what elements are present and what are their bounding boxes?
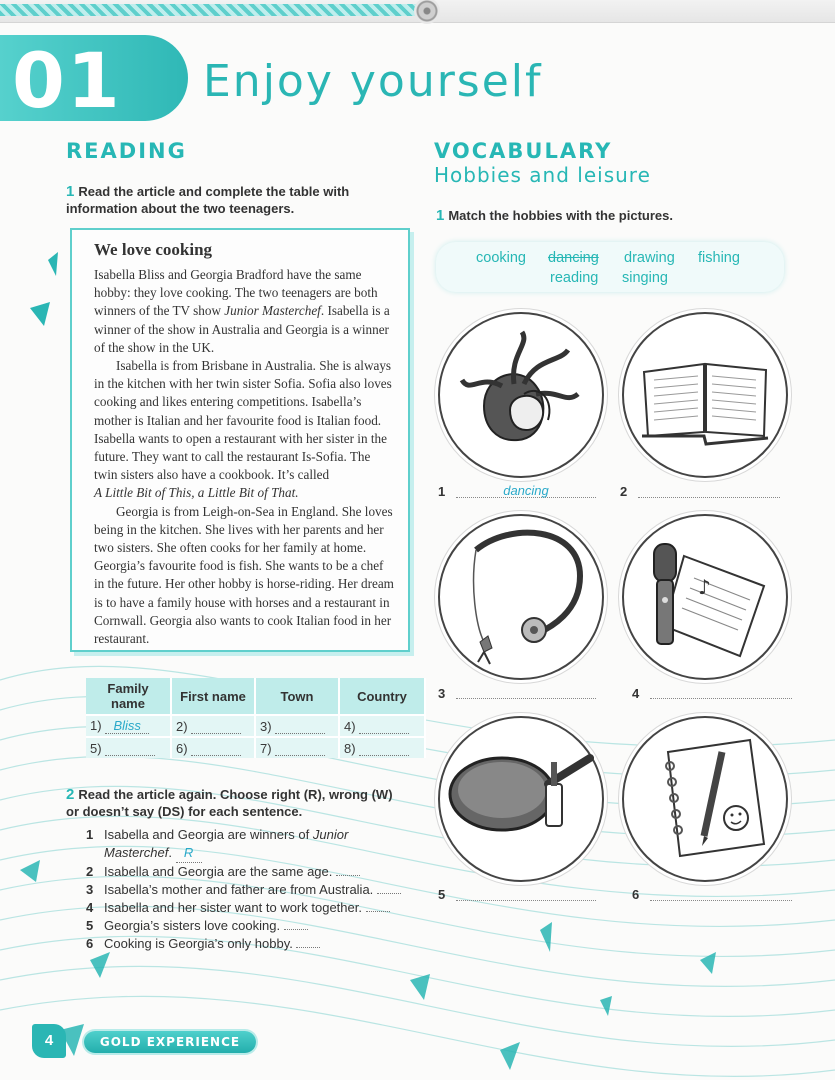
exercise-number: 2: [66, 786, 75, 803]
table-row: [86, 737, 425, 758]
picture-4: [622, 514, 788, 680]
word-drawing: drawing: [624, 250, 675, 266]
answer-line-2[interactable]: [638, 483, 780, 498]
fishing-rod-icon: [440, 516, 602, 678]
answer-line-6[interactable]: [650, 886, 792, 901]
table-header: Country: [339, 678, 425, 715]
table-cell[interactable]: 7): [255, 737, 339, 758]
instruction-text: Read the article again. Choose right (R), wrong (W) or doesn’t say (DS) for each sentence.: [66, 787, 393, 819]
table-cell[interactable]: 3): [255, 715, 339, 737]
picture-6: [622, 716, 788, 882]
word-reading: reading: [550, 270, 599, 286]
example-answer: R: [176, 844, 202, 863]
word-fishing: fishing: [698, 250, 740, 266]
frying-pan-icon: [440, 718, 602, 880]
top-stripe: [0, 4, 420, 16]
word-dancing: dancing: [548, 250, 599, 266]
microphone-and-music-sheet-icon: [624, 516, 786, 678]
svg-text:♪: ♪: [698, 575, 711, 599]
statement-item: 6 Cooking is Georgia’s only hobby.: [86, 935, 416, 953]
table-cell[interactable]: 5): [86, 737, 171, 758]
reading-exercise-2-instruction: [66, 786, 406, 820]
picture-label: 1: [438, 484, 446, 499]
statement-item: 4 Isabella and her sister want to work together.: [86, 899, 416, 917]
reading-exercise-1-instruction: [66, 183, 396, 217]
reading-section-title: READING: [66, 139, 187, 163]
page-number: 4: [32, 1024, 66, 1058]
word-singing: singing: [622, 270, 668, 286]
table-cell[interactable]: 1) Bliss: [86, 715, 171, 737]
table-cell[interactable]: 6): [171, 737, 255, 758]
answer-line-5[interactable]: [456, 886, 596, 901]
article-title: We love cooking: [94, 240, 213, 259]
teenagers-table: [86, 678, 426, 758]
exercise-number: 1: [66, 183, 75, 200]
instruction-text: Read the article and complete the table with information about the two teenagers.: [66, 184, 350, 216]
article-box: [70, 228, 410, 652]
table-cell[interactable]: 4): [339, 715, 425, 737]
picture-label: 5: [438, 887, 446, 902]
article-paragraph-1: Isabella Bliss and Georgia Bradford have the same hobby: they love cooking. The two teenagers are both winners of the TV show Junior Masterchef. Isabella is a winner of the show in Australia and Georgia is a winner of the show in the UK.: [94, 267, 390, 355]
picture-label: 4: [632, 686, 640, 701]
picture-3: [438, 514, 604, 680]
answer-line-3[interactable]: [456, 684, 596, 699]
vocabulary-subtitle: Hobbies and leisure: [434, 163, 651, 187]
table-cell[interactable]: 2): [171, 715, 255, 737]
picture-label: 6: [632, 887, 640, 902]
unit-number: 01: [12, 36, 122, 125]
statement-item: 3 Isabella’s mother and father are from Australia.: [86, 881, 416, 899]
exercise-number: 1: [436, 207, 445, 224]
unit-title: Enjoy yourself: [203, 56, 543, 107]
table-header: First name: [171, 678, 255, 715]
table-cell[interactable]: 8): [339, 737, 425, 758]
picture-label: 3: [438, 686, 446, 701]
instruction-text: Match the hobbies with the pictures.: [448, 208, 673, 223]
picture-2: [622, 312, 788, 478]
article-paragraph-2: Isabella is from Brisbane in Australia. She is always in the kitchen with her twin sister Sofia. Sofia also loves cooking and likes entering competitions. Isabella’s mother is Italian and her favourite food is Italian food. Isabella wants to open a restaurant with her sister in the future. They want to call the restaurant Is-Sofia. The twin sisters also have a cookbook. It’s called A Little Bit of This, a Little Bit of That.: [94, 358, 392, 501]
word-box: [436, 242, 784, 292]
notebook-and-pencil-icon: [624, 718, 786, 880]
example-answer: dancing: [503, 483, 549, 498]
series-badge: GOLD EXPERIENCE: [84, 1031, 256, 1053]
picture-1: [438, 312, 604, 478]
left-decoration: [0, 250, 60, 370]
picture-label: 2: [620, 484, 628, 499]
open-book-icon: [624, 314, 786, 476]
answer-line-1[interactable]: [456, 483, 596, 498]
word-cooking: cooking: [476, 250, 526, 266]
statement-item: 5 Georgia’s sisters love cooking.: [86, 917, 416, 935]
ballet-shoes-icon: [440, 314, 602, 476]
table-header-row: [86, 678, 425, 715]
vocabulary-section-title: VOCABULARY: [434, 139, 613, 163]
answer-line-4[interactable]: [650, 684, 792, 699]
example-answer: Bliss: [105, 718, 149, 734]
statement-item: 1 Isabella and Georgia are winners of Junior Masterchef. R: [86, 826, 416, 863]
statement-item: 2 Isabella and Georgia are the same age.: [86, 863, 416, 881]
vocabulary-exercise-1-instruction: [436, 207, 776, 224]
statement-list: [86, 826, 416, 953]
picture-5: [438, 716, 604, 882]
table-header: Town: [255, 678, 339, 715]
article-paragraph-3: Georgia is from Leigh-on-Sea in England. She loves being in the kitchen. She lives with her parents and her two sisters. She often cooks for her family at home. Georgia’s favourite food is fish. She wants to be a chef in the future. Her other hobby is horse-riding. Her dream is to have a family house with horses and a restaurant in Cornwall. Georgia also wants to cook Italian food in her restaurant.: [94, 503, 394, 647]
article-body: [94, 266, 408, 648]
table-header: Family name: [86, 678, 171, 715]
table-row: [86, 715, 425, 737]
